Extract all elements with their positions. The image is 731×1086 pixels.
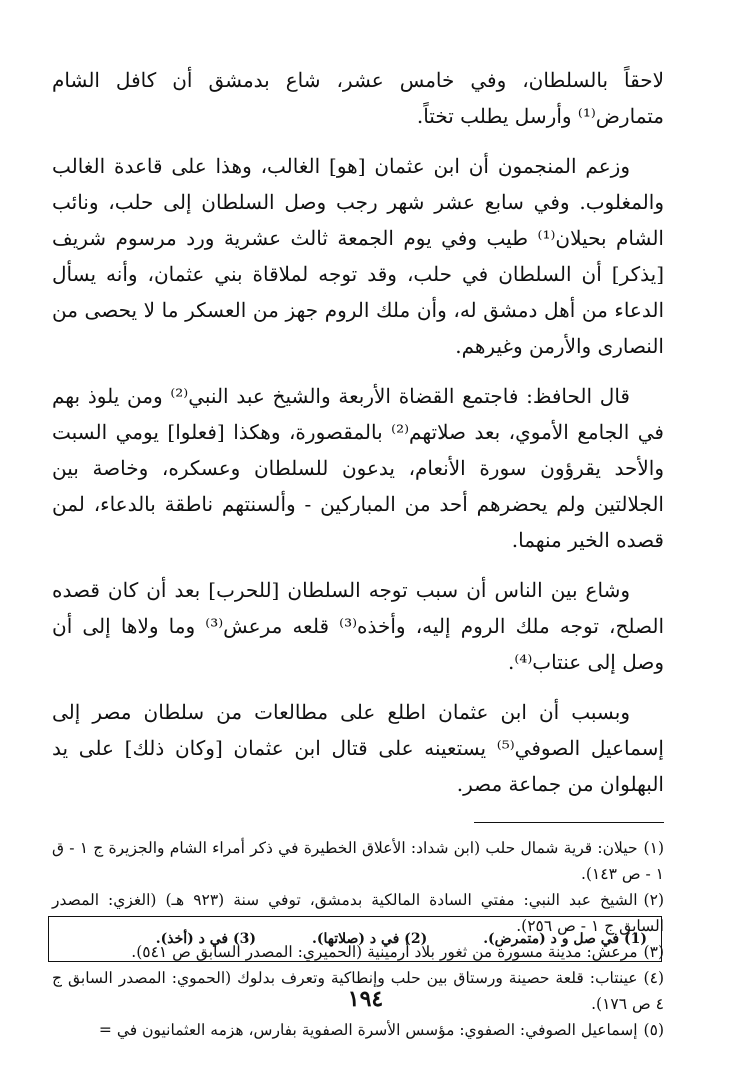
variant-note-2: (2) في د (صلاتها). <box>311 931 428 947</box>
variant-note-3: (3) في د (أخذ). <box>155 931 256 947</box>
footnote-number: (١) <box>643 839 664 857</box>
footnote-number: (٢) <box>643 891 664 909</box>
footnote-1 <box>52 835 664 887</box>
variant-notes-box <box>48 916 662 962</box>
paragraph-4: وشاع بين الناس أن سبب توجه السلطان [للحرب] بعد أن كان قصده الصلح، توجه ملك الروم إليه، وأخذه⁽³⁾ قلعه مرعش⁽³⁾ وما ولاها إلى أن وصل إلى عنتاب⁽⁴⁾. <box>52 578 665 674</box>
page-number: ١٩٤ <box>347 986 384 1012</box>
footnote-text: عينتاب: قلعة حصينة ورستاق بين حلب وإنطاكية وتعرف بدلوك (الحموي: المصدر السابق ج ٤ ص ١٧٦). <box>52 969 664 1013</box>
footnote-divider <box>474 822 664 823</box>
paragraph-2: وزعم المنجمون أن ابن عثمان [هو] الغالب، وهذا على قاعدة الغالب والمغلوب. وفي سابع عشر شهر رجب وصل السلطان إلى حلب، ونائب الشام بحيلان⁽¹⁾ طيب وفي يوم الجمعة ثالث عشرية ورد مرسوم شريف [يذكر] أن السلطان في حلب، وقد توجه لملاقاة بني عثمان، وأنه يسأل الدعاء من أهل دمشق له، وأن ملك الروم جهز من العسكر ما لا يحصى من النصارى والأرمن وغيرهم. <box>52 154 664 358</box>
variant-note-1: (1) في صل و د (متمرض). <box>483 931 647 947</box>
footnote-text: مرعش: مدينة مسورة من ثغور بلاد أرمينية (الحميري: المصدر السابق ص ٥٤١). <box>131 943 638 961</box>
paragraph-1: لاحقاً بالسلطان، وفي خامس عشر، شاع بدمشق أن كافل الشام متمارض⁽¹⁾ وأرسل يطلب تختاً. <box>52 68 664 128</box>
paragraph-5: وبسبب أن ابن عثمان اطلع على مطالعات من سلطان مصر إلى إسماعيل الصوفي⁽⁵⁾ يستعينه على قتال ابن عثمان [وكان ذلك] على يد البهلوان من جماعة مصر. <box>52 700 664 796</box>
footnote-text: الشيخ عبد النبي: مفتي السادة المالكية بدمشق، توفي سنة (٩٢٣ هـ) (الغزي: المصدر السابق ج ١ - ص ٢٥٦). <box>52 891 664 935</box>
paragraph-3: قال الحافظ: فاجتمع القضاة الأربعة والشيخ عبد النبي⁽²⁾ ومن يلوذ بهم في الجامع الأموي، بعد صلاتهم⁽²⁾ بالمقصورة، وهكذا [فعلوا] يومي السبت والأحد يقرؤون سورة الأنعام، يدعون للسلطان وعسكره، وخاصة بين الجلالتين ولم يحضرهم أحد من المباركين - وألسنتهم ناطقة بالدعاء، لمن قصده الخير منهما. <box>52 384 664 552</box>
footnote-number: (٥) <box>643 1021 664 1039</box>
page-body <box>52 62 664 1043</box>
footnote-number: (٤) <box>643 969 664 987</box>
footnote-number: (٣) <box>643 943 664 961</box>
footnote-text: إسماعيل الصوفي: الصفوي: مؤسس الأسرة الصفوية بفارس، هزمه العثمانيون في = <box>98 1021 638 1039</box>
footnote-5 <box>52 1017 664 1043</box>
footnote-text: حيلان: قرية شمال حلب (ابن شداد: الأعلاق الخطيرة في ذكر أمراء الشام والجزيرة ج ١ - ق ١ - ص ١٤٣). <box>52 839 664 883</box>
